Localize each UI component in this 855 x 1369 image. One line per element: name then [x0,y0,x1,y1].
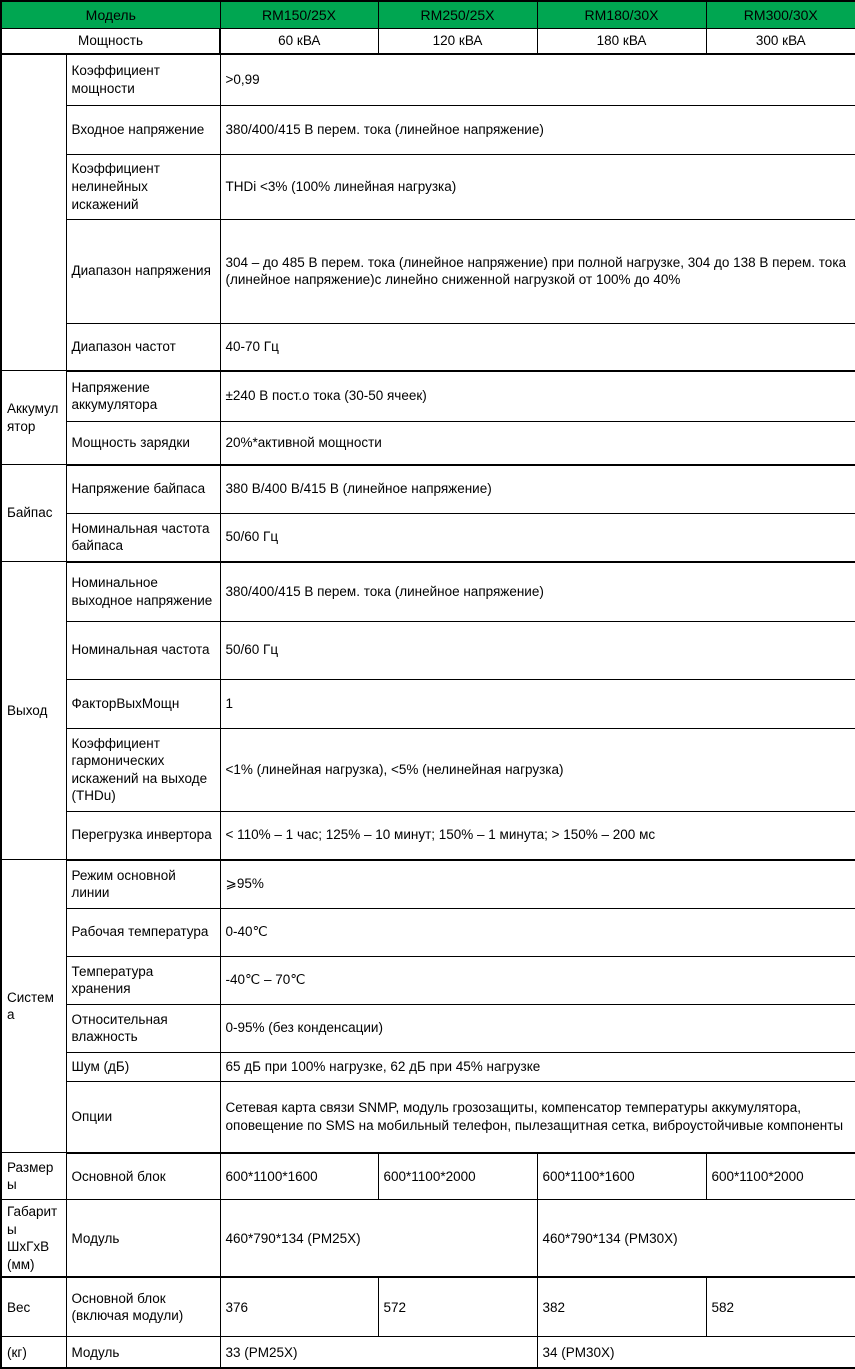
table-row-module-weight [1,1337,855,1369]
param-module-dims: Модуль [66,1200,220,1278]
group-label-weight-unit: (кг) [1,1337,66,1369]
param-charge-power: Мощность зарядки [66,421,220,465]
power-value-2: 120 кВА [378,29,537,54]
power-value-4: 300 кВА [706,29,855,54]
value-storage-temp: -40℃ – 70℃ [220,956,855,1004]
value-operating-temp: 0-40℃ [220,908,855,956]
table-row-power [1,29,855,54]
value-battery-voltage: ±240 В пост.о тока (30-50 ячеек) [220,371,855,422]
table-row-power-factor [1,54,855,106]
table-row-noise [1,1052,855,1081]
value-bypass-voltage: 380 В/400 В/415 В (линейное напряжение) [220,465,855,514]
param-thdi: Коэффициент нелинейных искажений [66,154,220,219]
group-label-dimensions: Размеры [1,1153,66,1200]
group-label-dimensions-sub: Габариты ШхГхВ (мм) [1,1200,66,1278]
table-row-inverter-overload [1,811,855,860]
value-thdu: <1% (линейная нагрузка), <5% (нелинейная нагрузка) [220,728,855,811]
table-row-battery-voltage [1,371,855,422]
power-value-1: 60 кВА [220,29,378,54]
value-options: Сетевая карта связи SNMP, модуль грозозащиты, компенсатор температуры аккумулятора, оповещение по SMS на мобильный телефон, пылезащитная сетка, виброустойчивые компоненты [220,1081,855,1153]
main-unit-dims-4: 600*1100*2000 [706,1153,855,1200]
module-weight-2: 34 (PM30X) [537,1337,855,1369]
param-main-unit-dims: Основной блок [66,1153,220,1200]
header-model-4: RM300/30X [706,1,855,29]
main-unit-dims-2: 600*1100*2000 [378,1153,537,1200]
value-noise: 65 дБ при 100% нагрузке, 62 дБ при 45% нагрузке [220,1052,855,1081]
table-row-main-unit-dims [1,1153,855,1200]
param-main-line-mode: Режим основной линии [66,860,220,909]
param-storage-temp: Температура хранения [66,956,220,1004]
param-noise: Шум (дБ) [66,1052,220,1081]
table-row-input-voltage [1,105,855,154]
param-voltage-range: Диапазон напряжения [66,219,220,323]
value-output-frequency: 50/60 Гц [220,621,855,679]
value-thdi: THDi <3% (100% линейная нагрузка) [220,154,855,219]
header-model-2: RM250/25X [378,1,537,29]
param-output-frequency: Номинальная частота [66,621,220,679]
param-frequency-range: Диапазон частот [66,323,220,371]
param-bypass-voltage: Напряжение байпаса [66,465,220,514]
param-bypass-frequency: Номинальная частота байпаса [66,513,220,562]
main-unit-weight-4: 582 [706,1277,855,1337]
param-operating-temp: Рабочая температура [66,908,220,956]
param-thdu: Коэффициент гармонических искажений на выходе (THDu) [66,728,220,811]
header-model-1: RM150/25X [220,1,378,29]
group-label-weight: Вес [1,1277,66,1337]
param-power-factor: Коэффициент мощности [66,54,220,106]
table-row-bypass-frequency [1,513,855,562]
table-row-output-power-factor [1,679,855,728]
table-row-output-voltage [1,562,855,622]
group-label-input [1,54,66,371]
table-row-voltage-range [1,219,855,323]
param-humidity: Относительная влажность [66,1004,220,1052]
param-options: Опции [66,1081,220,1153]
group-label-system: Система [1,860,66,1153]
table-row-thdi [1,154,855,219]
main-unit-dims-3: 600*1100*1600 [537,1153,706,1200]
module-weight-1: 33 (PM25X) [220,1337,537,1369]
param-inverter-overload: Перегрузка инвертора [66,811,220,860]
table-row-module-dims [1,1200,855,1278]
param-module-weight: Модуль [66,1337,220,1369]
param-input-voltage: Входное напряжение [66,105,220,154]
param-output-power-factor: ФакторВыхМощн [66,679,220,728]
value-inverter-overload: < 110% – 1 час; 125% – 10 минут; 150% – 1 минута; > 150% – 200 мс [220,811,855,860]
group-label-output: Выход [1,562,66,860]
table-row-output-frequency [1,621,855,679]
param-main-unit-weight: Основной блок (включая модули) [66,1277,220,1337]
main-unit-weight-2: 572 [378,1277,537,1337]
main-unit-weight-1: 376 [220,1277,378,1337]
value-charge-power: 20%*активной мощности [220,421,855,465]
param-output-voltage: Номинальное выходное напряжение [66,562,220,622]
table-row-charge-power [1,421,855,465]
power-value-3: 180 кВА [537,29,706,54]
value-voltage-range: 304 – до 485 В перем. тока (линейное напряжение) при полной нагрузке, 304 до 138 В перем. тока (линейное напряжение)с линейно сниженной нагрузкой от 100% до 40% [220,219,855,323]
group-label-bypass: Байпас [1,465,66,562]
table-row-operating-temp [1,908,855,956]
main-unit-dims-1: 600*1100*1600 [220,1153,378,1200]
group-label-battery: Аккумулятор [1,371,66,465]
main-unit-weight-3: 382 [537,1277,706,1337]
table-row-bypass-voltage [1,465,855,514]
value-output-power-factor: 1 [220,679,855,728]
value-frequency-range: 40-70 Гц [220,323,855,371]
module-dims-2: 460*790*134 (PM30X) [537,1200,855,1278]
table-row-storage-temp [1,956,855,1004]
value-humidity: 0-95% (без конденсации) [220,1004,855,1052]
table-header-row [1,1,855,29]
header-model-label: Модель [1,1,220,29]
header-model-3: RM180/30X [537,1,706,29]
value-main-line-mode: ⩾95% [220,860,855,909]
table-row-main-line-mode [1,860,855,909]
value-power-factor: >0,99 [220,54,855,106]
value-input-voltage: 380/400/415 В перем. тока (линейное напряжение) [220,105,855,154]
table-row-options [1,1081,855,1153]
value-bypass-frequency: 50/60 Гц [220,513,855,562]
table-row-humidity [1,1004,855,1052]
module-dims-1: 460*790*134 (PM25X) [220,1200,537,1278]
table-row-thdu [1,728,855,811]
value-output-voltage: 380/400/415 В перем. тока (линейное напряжение) [220,562,855,622]
row-label-power: Мощность [1,29,220,54]
param-battery-voltage: Напряжение аккумулятора [66,371,220,422]
table-row-main-unit-weight [1,1277,855,1337]
table-row-frequency-range [1,323,855,371]
